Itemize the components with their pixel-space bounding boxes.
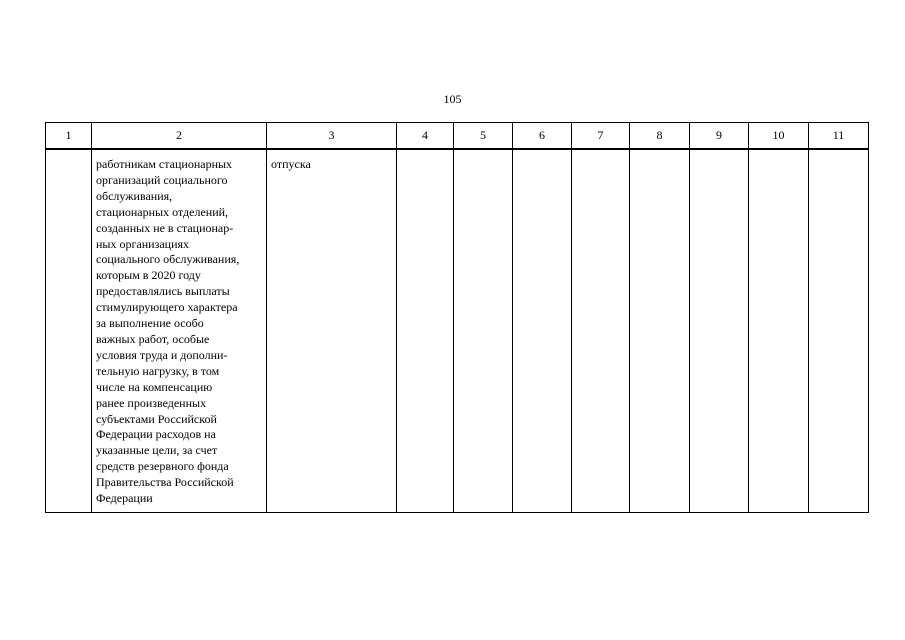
cell-text xyxy=(630,150,689,157)
cell-text xyxy=(46,150,91,157)
table-cell-col10 xyxy=(749,149,809,513)
table-cell-col5 xyxy=(454,149,513,513)
column-header-9: 9 xyxy=(690,123,749,150)
column-header-10: 10 xyxy=(749,123,809,150)
cell-text xyxy=(572,150,629,157)
table-cell-col2 xyxy=(92,149,267,513)
table-cell-col8 xyxy=(630,149,690,513)
data-table xyxy=(45,122,869,513)
column-header-8: 8 xyxy=(630,123,690,150)
column-header-3: 3 xyxy=(267,123,397,150)
table-cell-col1 xyxy=(46,149,92,513)
table-header-row xyxy=(46,123,869,150)
column-header-11: 11 xyxy=(809,123,869,150)
table-cell-col4 xyxy=(397,149,454,513)
cell-text xyxy=(454,150,512,157)
table-cell-col11 xyxy=(809,149,869,513)
cell-text xyxy=(749,150,808,157)
cell-text xyxy=(809,150,868,157)
page-number: 105 xyxy=(443,92,462,106)
cell-text xyxy=(690,150,748,157)
column-header-1: 1 xyxy=(46,123,92,150)
table-cell-col9 xyxy=(690,149,749,513)
column-header-2: 2 xyxy=(92,123,267,150)
column-header-5: 5 xyxy=(454,123,513,150)
recipient-description: работникам стационарных организаций социального обслуживания, стационарных отделений, созданных не в стационар- ных организациях социального обслуживания, которым в 2020 году предоставлялись выплаты стимулирующего характера за выполнение особо важных работ, особые условия труда и дополни- тельную нагрузку, в том числе на компенсацию ранее произведенных субъектами Российской Федерации расходов на указанные цели, за счет средств резервного фонда Правительства Российской Федерации xyxy=(96,157,240,506)
column-header-6: 6 xyxy=(513,123,572,150)
column-header-7: 7 xyxy=(572,123,630,150)
column-header-4: 4 xyxy=(397,123,454,150)
table-cell-col3 xyxy=(267,149,397,513)
cell-text xyxy=(513,150,571,157)
table-cell-col7 xyxy=(572,149,630,513)
table-row xyxy=(46,149,869,513)
cell-text: отпуска xyxy=(271,157,311,171)
table-cell-col6 xyxy=(513,149,572,513)
cell-text xyxy=(397,150,453,157)
